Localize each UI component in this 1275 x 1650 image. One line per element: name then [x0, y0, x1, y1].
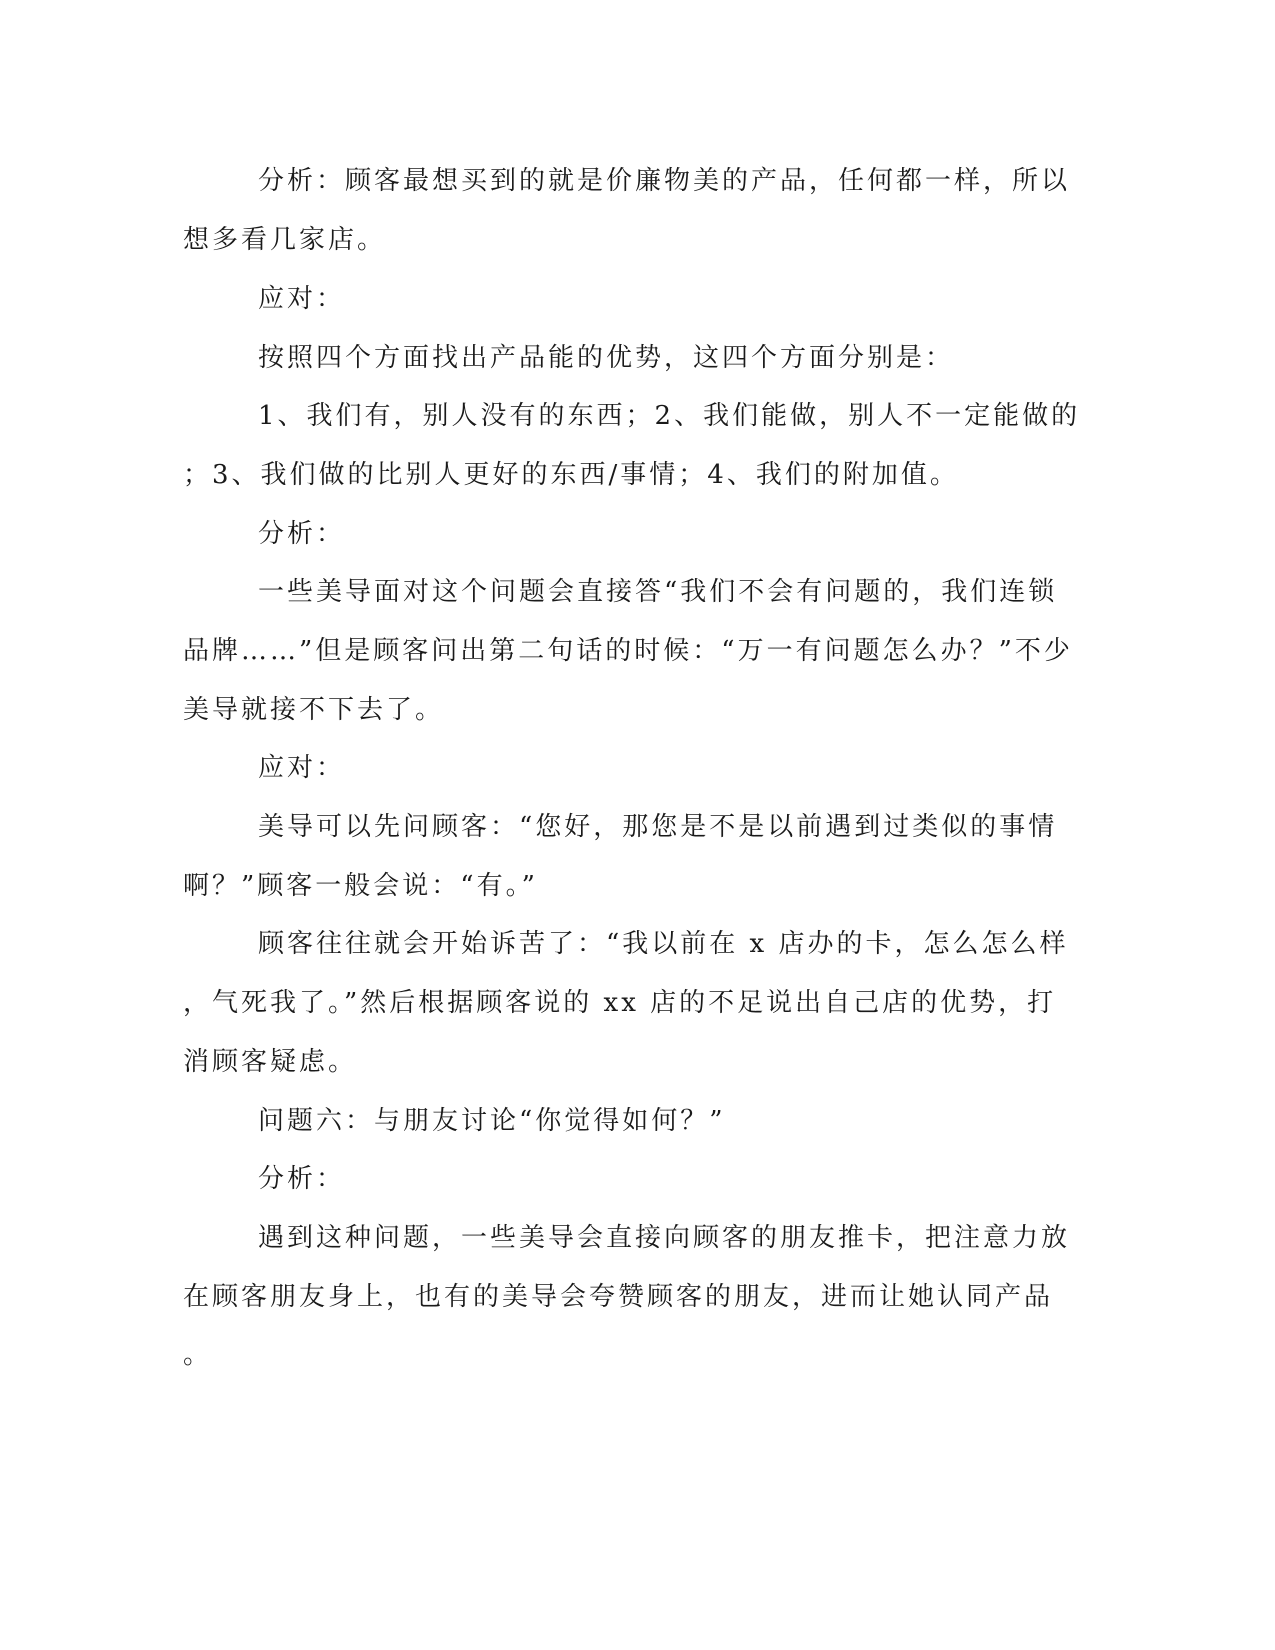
paragraph-line: 啊？”顾客一般会说：“有。”	[183, 871, 538, 901]
paragraph-line: 想多看几家店。	[183, 225, 387, 255]
section-heading: 问题六：与朋友讨论“你觉得如何？”	[258, 1106, 726, 1136]
paragraph-line: 分析：	[258, 1164, 346, 1194]
paragraph-line: 品牌……”但是顾客问出第二句话的时候：“万一有问题怎么办？”不少	[183, 636, 1073, 666]
paragraph-line: ；3、我们做的比别人更好的东西/事情；4、我们的附加值。	[183, 460, 959, 490]
paragraph-line: 分析：	[258, 519, 346, 549]
paragraph-line: 消顾客疑虑。	[183, 1047, 358, 1077]
paragraph-line: 在顾客朋友身上，也有的美导会夸赞顾客的朋友，进而让她认同产品	[183, 1282, 1054, 1312]
paragraph-line: 。	[183, 1340, 213, 1370]
paragraph-line: 应对：	[258, 284, 346, 314]
paragraph-line: 遇到这种问题，一些美导会直接向顾客的朋友推卡，把注意力放	[258, 1223, 1071, 1253]
paragraph-line: 1、我们有，别人没有的东西；2、我们能做，别人不一定能做的	[258, 401, 1081, 431]
paragraph-line: 美导就接不下去了。	[183, 695, 445, 725]
paragraph-line: 一些美导面对这个问题会直接答“我们不会有问题的，我们连锁	[258, 577, 1058, 607]
paragraph-line: 分析：顾客最想买到的就是价廉物美的产品，任何都一样，所以	[258, 166, 1071, 196]
paragraph-line: ，气死我了。”然后根据顾客说的 xx 店的不足说出自己店的优势，打	[183, 988, 1057, 1018]
paragraph-line: 按照四个方面找出产品能的优势，这四个方面分别是：	[258, 343, 955, 373]
paragraph-line: 美导可以先问顾客：“您好，那您是不是以前遇到过类似的事情	[258, 812, 1058, 842]
paragraph-line: 顾客往往就会开始诉苦了：“我以前在 x 店办的卡，怎么怎么样	[258, 929, 1069, 959]
paragraph-line: 应对：	[258, 753, 346, 783]
